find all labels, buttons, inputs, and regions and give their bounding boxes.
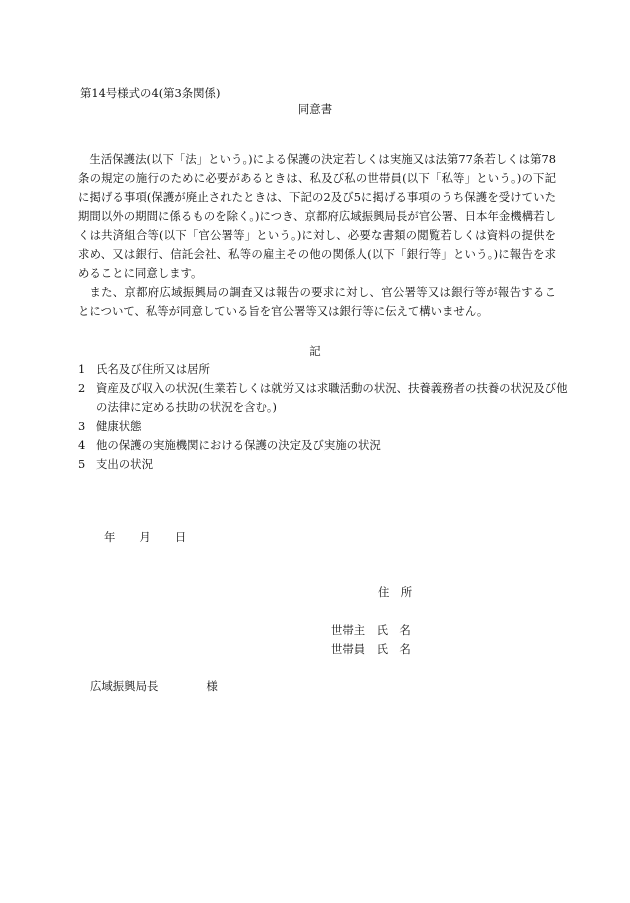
date-line: [104, 528, 186, 547]
item-text: 健康状態: [96, 419, 142, 433]
addressee: [90, 677, 218, 696]
item-text: 他の保護の実施機関における保護の決定及び実施の状況: [96, 438, 381, 452]
item-number: 4: [78, 438, 86, 452]
item-text: 支出の状況: [96, 457, 153, 471]
list-item: [78, 379, 568, 417]
list-item: [78, 436, 568, 455]
record-items: [78, 360, 568, 474]
address-label: 住 所: [378, 585, 413, 599]
item-text: 氏名及び住所又は居所: [96, 362, 210, 376]
consent-body: [78, 150, 556, 321]
record-heading: 記: [309, 344, 321, 358]
item-number: 2: [78, 381, 86, 395]
item-text: 資産及び収入の状況(生業若しくは就労又は求職活動の状況、扶養義務者の扶養の状況及び他の法律に定める扶助の状況を含む。): [96, 381, 568, 414]
item-number: 3: [78, 419, 86, 433]
document-title: 同意書: [297, 102, 333, 116]
list-item: [78, 417, 568, 436]
addressee-honorific: 様: [206, 679, 218, 693]
consent-paragraph: また、京都府広域振興局の調査又は報告の要求に対し、官公署等又は銀行等が報告することについて、私等が同意している旨を官公署等又は銀行等に伝えて構いません。: [78, 285, 556, 318]
list-item: [78, 360, 568, 379]
list-item: [78, 455, 568, 474]
item-number: 1: [78, 362, 86, 376]
date-year: 年: [104, 530, 116, 544]
household-head-name-label: 世帯主 氏 名: [331, 623, 411, 637]
consent-paragraph: 生活保護法(以下「法」という。)による保護の決定若しくは実施又は法第77条若しくは第78条の規定の施行のために必要があるときは、私及び私の世帯員(以下「私等」という。)の下記に掲げる事項(保護が廃止されたときは、下記の2及び5に掲げる事項のうち保護を受けていた期間以外の期間に係るものを除く。)につき、京都府広域振興局長が官公署、日本年金機構若しくは共済組合等(以下「官公署等」という。)に対し、必要な書類の閲覧若しくは資料の提供を求め、又は銀行、信託会社、私等の雇主その他の関係人(以下「銀行等」という。)に報告を求めることに同意します。: [78, 152, 556, 280]
addressee-title: 広域振興局長: [90, 679, 159, 693]
date-month: 月: [139, 530, 151, 544]
date-day: 日: [174, 530, 187, 544]
item-number: 5: [78, 457, 86, 471]
form-number: 第14号様式の4(第3条関係): [80, 86, 221, 100]
household-member-name-label: 世帯員 氏 名: [331, 642, 411, 656]
